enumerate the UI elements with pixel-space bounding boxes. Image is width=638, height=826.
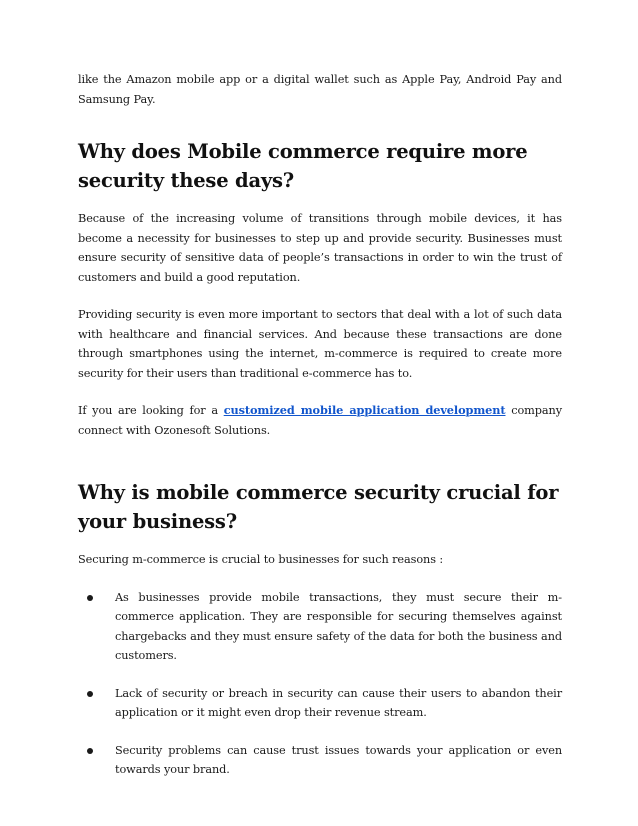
list-item-text: Security problems can cause trust issues towards your application or even towards your brand.	[115, 743, 562, 776]
list-item	[78, 741, 562, 780]
bullet-icon	[87, 595, 93, 601]
list-item-text: As businesses provide mobile transactions, they must secure their m-commerce application. They are responsible for securing themselves against chargebacks and they must ensure safety of the data for both the business and customers.	[115, 590, 562, 662]
paragraph-contact	[78, 401, 562, 440]
section-heading-security-crucial: Why is mobile commerce security crucial for your business?	[78, 481, 559, 533]
document-page	[78, 70, 562, 798]
contact-text-before: If you are looking for a	[78, 404, 224, 417]
bullet-icon	[87, 691, 93, 697]
intro-paragraph: like the Amazon mobile app or a digital wallet such as Apple Pay, Android Pay and Samsung Pay.	[78, 73, 562, 106]
list-item-text: Lack of security or breach in security can cause their users to abandon their application or it might even drop their revenue stream.	[115, 686, 562, 719]
paragraph-sectors: Providing security is even more important to sectors that deal with a lot of such data with healthcare and financial services. And because these transactions are done through smartphones using the internet, m-commerce is required to create more security for their users than traditional e-commerce has to.	[78, 308, 562, 380]
contact-text-after: company connect with Ozonesoft Solutions.	[78, 404, 562, 437]
reasons-intro-paragraph: Securing m-commerce is crucial to businesses for such reasons :	[78, 553, 444, 566]
list-item	[78, 588, 562, 666]
customized-mobile-app-link[interactable]: customized mobile application development	[223, 403, 506, 417]
reasons-list	[78, 588, 562, 780]
list-item	[78, 684, 562, 723]
bullet-icon	[87, 748, 93, 754]
section-heading-mobile-commerce-security: Why does Mobile commerce require more security these days?	[78, 140, 528, 192]
paragraph-increasing-volume: Because of the increasing volume of transitions through mobile devices, it has become a necessity for businesses to step up and provide security. Businesses must ensure security of sensitive data of people’s transactions in order to win the trust of customers and build a good reputation.	[78, 212, 562, 284]
